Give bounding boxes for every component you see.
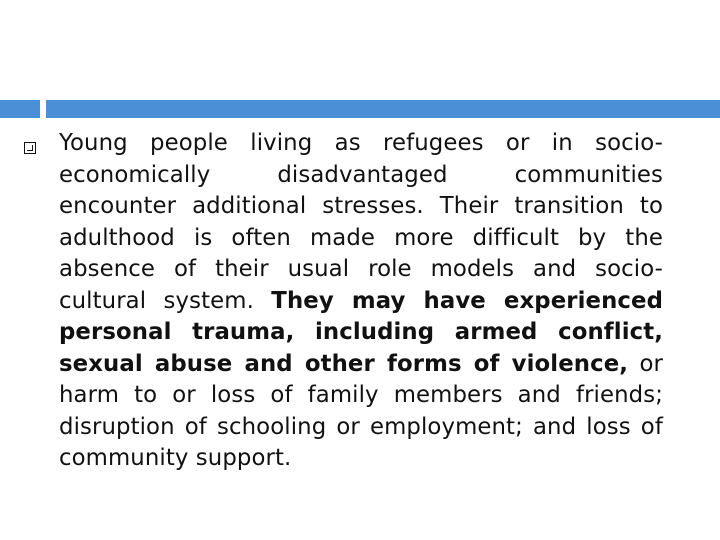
paragraph-text-bold: They may have experienced personal trauma, including armed conflict, sexual abuse and other forms of violence,: [59, 287, 664, 377]
bullet-paragraph: [59, 128, 663, 475]
header-accent-bar-right: [46, 100, 720, 118]
square-bullet-icon: [24, 142, 36, 154]
paragraph-text-regular-1: Young people living as refugees or in socio-economically disadvantaged communities encounter additional stresses. Their transition to adulthood is often made more difficult by the absence of their usual role models and socio-cultural system.: [59, 130, 663, 314]
paragraph-text-regular-2: or harm to or loss of family members and friends; disruption of schooling or employment; and loss of community support.: [59, 350, 663, 471]
header-accent-bar-left: [0, 100, 40, 118]
